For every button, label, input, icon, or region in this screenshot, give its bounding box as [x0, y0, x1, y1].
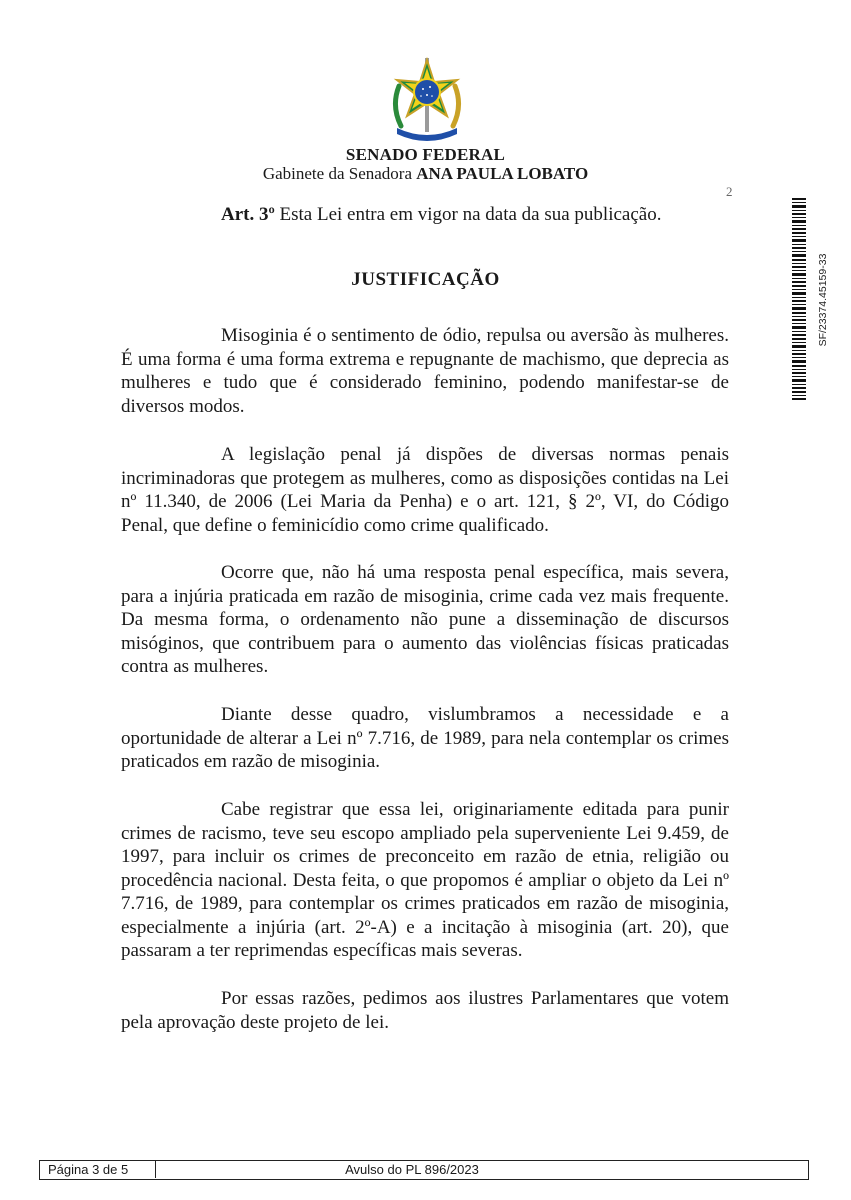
section-heading: JUSTIFICAÇÃO	[351, 269, 500, 290]
barcode-icon	[792, 198, 806, 400]
paragraph: Diante desse quadro, vislumbramos a necessidade e a oportunidade de alterar a Lei nº 7.716, de 1989, para nela contemplar os crimes praticados em razão de misoginia.	[121, 704, 729, 772]
paragraph: A legislação penal já dispões de diversas normas penais incriminadoras que protegem as mulheres, como as disposições contidas na Lei nº 11.340, de 2006 (Lei Maria da Penha) e o art. 121, § 2º, VI, do Código Penal, que define o feminicídio como crime qualificado.	[121, 444, 729, 536]
page-number: Página 3 de 5	[40, 1161, 156, 1178]
article-label: Art. 3º	[221, 204, 275, 225]
coat-of-arms-icon	[387, 56, 467, 142]
article-3	[221, 204, 661, 226]
senator-name: ANA PAULA LOBATO	[416, 164, 589, 183]
barcode-code	[816, 200, 830, 400]
page-footer	[39, 1160, 809, 1180]
paragraph: Cabe registrar que essa lei, originariamente editada para punir crimes de racismo, teve seu escopo ampliado pela superveniente Lei 9.459, de 1997, para incluir os crimes de preconceito em razão de etnia, religião ou procedência nacional. Desta feita, o que propomos é ampliar o objeto da Lei nº 7.716, de 1989, para contemplar os crimes praticados em razão de misoginia, especialmente a injúria (art. 2º-A) e a incitação à misoginia (art. 20), que passaram a ter reprimendas específicas mais severas.	[121, 799, 729, 961]
org-name: SENADO FEDERAL	[345, 145, 506, 164]
paragraph: Ocorre que, não há uma resposta penal específica, mais severa, para a injúria praticada em razão de misoginia, crime cada vez mais frequente. Da mesma forma, o ordenamento não pune a disseminação de discursos misóginos, que contribuem para o aumento das violências físicas praticadas contra as mulheres.	[121, 562, 729, 677]
cabinet-line	[0, 164, 851, 184]
page-marker: 2	[726, 184, 733, 199]
barcode-code-text: SF/23374.45159-33	[817, 253, 829, 347]
paragraph: Misoginia é o sentimento de ódio, repulsa ou aversão às mulheres. É uma forma é uma forma extrema e repugnante de machismo, que deprecia as mulheres e tudo que é considerado feminino, podendo manifestar-se de diversos modos.	[121, 325, 729, 417]
cabinet-prefix: Gabinete da Senadora	[262, 164, 417, 183]
paragraph: Por essas razões, pedimos aos ilustres Parlamentares que votem pela aprovação deste projeto de lei.	[121, 988, 729, 1033]
avulso-label: Avulso do PL 896/2023	[345, 1162, 479, 1177]
article-text: Esta Lei entra em vigor na data da sua publicação.	[274, 204, 662, 225]
